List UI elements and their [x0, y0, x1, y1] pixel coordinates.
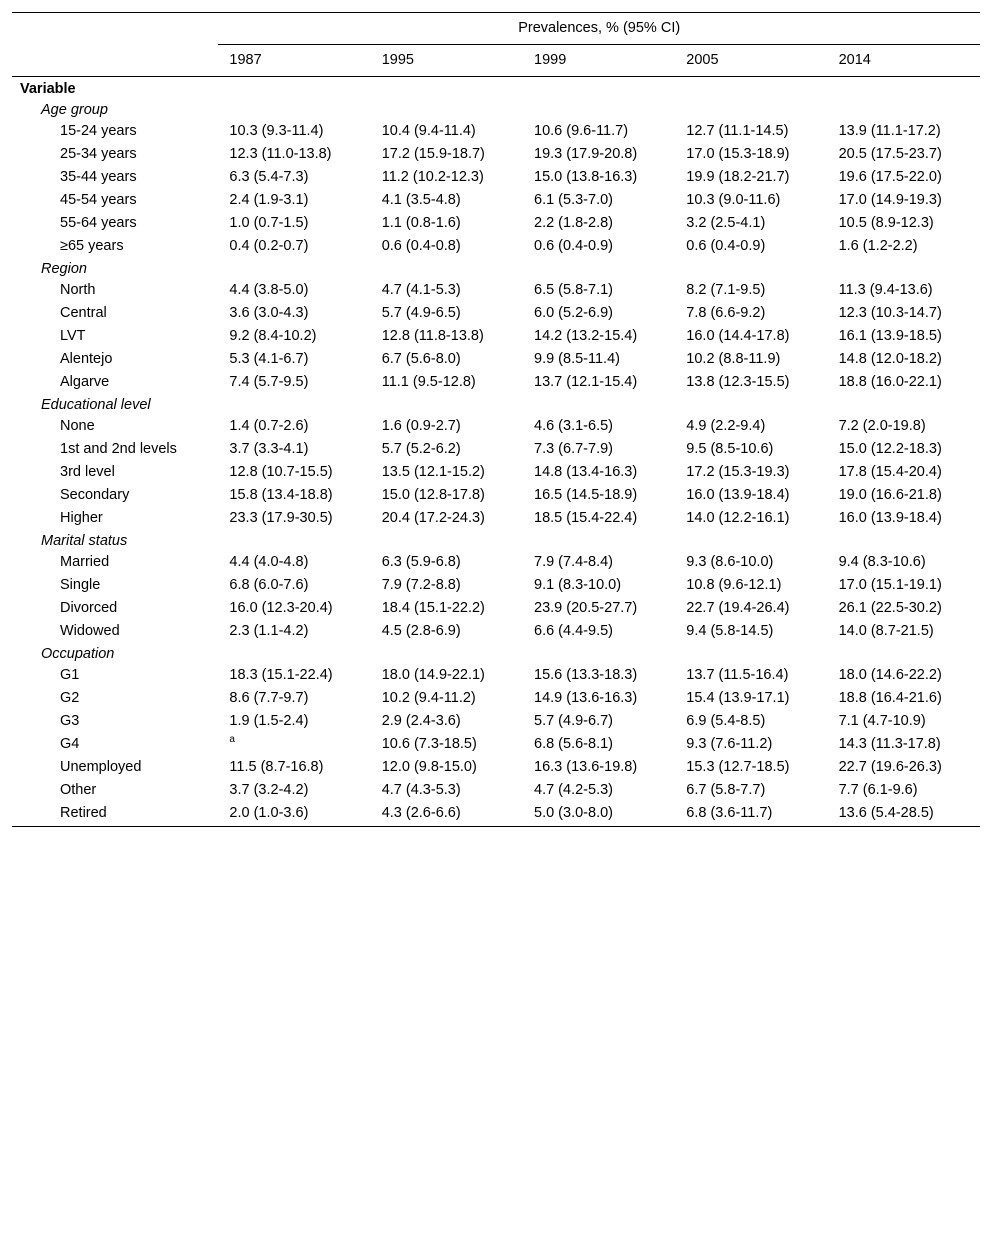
- table-cell: 3.6 (3.0-4.3): [229, 305, 309, 321]
- row-label: LVT: [60, 328, 86, 344]
- row-label: G3: [60, 713, 80, 729]
- row-label: 3rd level: [60, 464, 115, 480]
- table-cell: 6.3 (5.9-6.8): [381, 554, 461, 570]
- table-cell: 12.8 (11.8-13.8): [381, 328, 484, 344]
- row-label: 1st and 2nd levels: [60, 441, 177, 457]
- header-span-title: Prevalences, % (95% CI): [218, 13, 980, 45]
- table-row: [12, 190, 980, 213]
- year-header-1987: 1987: [218, 45, 370, 77]
- table-cell: 4.9 (2.2-9.4): [686, 418, 766, 434]
- group-row: [12, 531, 980, 552]
- table-cell: 22.7 (19.6-26.3): [838, 759, 942, 775]
- table-cell: 7.2 (2.0-19.8): [838, 418, 926, 434]
- table-row: [12, 213, 980, 236]
- table-cell: 13.6 (5.4-28.5): [828, 803, 980, 827]
- table-row: [12, 688, 980, 711]
- table-cell: 4.5 (2.8-6.9): [381, 623, 461, 639]
- row-label: Higher: [60, 510, 103, 526]
- table-cell: 12.7 (11.1-14.5): [686, 123, 789, 139]
- table-cell: 9.4 (5.8-14.5): [686, 623, 774, 639]
- group-row: [12, 100, 980, 121]
- table-row: [12, 508, 980, 531]
- table-cell: 14.0 (12.2-16.1): [686, 510, 790, 526]
- table-row: [12, 416, 980, 439]
- table-cell: 22.7 (19.4-26.4): [686, 600, 790, 616]
- table-cell: 18.0 (14.9-22.1): [381, 667, 485, 683]
- table-cell: 12.0 (9.8-15.0): [381, 759, 477, 775]
- table-cell: 10.2 (9.4-11.2): [381, 690, 476, 706]
- header-row-years: [12, 45, 980, 77]
- table-cell: 2.0 (1.0-3.6): [218, 803, 370, 827]
- header-row-span: [12, 13, 980, 45]
- table-cell: 6.0 (5.2-6.9): [534, 305, 613, 321]
- table-cell: 15.0 (12.2-18.3): [838, 441, 942, 457]
- table-row: [12, 552, 980, 575]
- table-cell: 6.9 (5.4-8.5): [686, 713, 766, 729]
- table-cell: 18.0 (14.6-22.2): [838, 667, 942, 683]
- variable-row: [12, 77, 980, 101]
- table-cell: 16.3 (13.6-19.8): [534, 759, 638, 775]
- table-cell: 9.1 (8.3-10.0): [534, 577, 622, 593]
- table-cell: 11.2 (10.2-12.3): [381, 169, 484, 185]
- table-cell: 19.0 (16.6-21.8): [838, 487, 942, 503]
- table-cell: 10.6 (7.3-18.5): [381, 736, 477, 752]
- group-label: Educational level: [41, 397, 151, 413]
- table-row: [12, 439, 980, 462]
- table-cell: 4.7 (4.1-5.3): [381, 282, 461, 298]
- table-cell: 8.6 (7.7-9.7): [229, 690, 309, 706]
- table-cell: 7.9 (7.2-8.8): [381, 577, 461, 593]
- table-cell: 0.4 (0.2-0.7): [229, 238, 309, 254]
- table-cell: 2.9 (2.4-3.6): [381, 713, 461, 729]
- table-cell: 16.1 (13.9-18.5): [838, 328, 942, 344]
- table-cell: 15.4 (13.9-17.1): [686, 690, 790, 706]
- row-label: Central: [60, 305, 107, 321]
- table-cell: 14.2 (13.2-15.4): [534, 328, 638, 344]
- prevalence-table: [12, 12, 980, 827]
- year-header-2014: 2014: [828, 45, 980, 77]
- table-cell: 2.2 (1.8-2.8): [534, 215, 613, 231]
- table-cell: 5.3 (4.1-6.7): [229, 351, 309, 367]
- table-cell: 9.5 (8.5-10.6): [686, 441, 774, 457]
- variable-label: Variable: [20, 81, 76, 97]
- table-row: [12, 303, 980, 326]
- table-cell: 0.6 (0.4-0.8): [381, 238, 461, 254]
- table-row: [12, 121, 980, 144]
- table-row: [12, 144, 980, 167]
- table-cell: 4.3 (2.6-6.6): [371, 803, 523, 827]
- group-row: [12, 395, 980, 416]
- year-header-1999: 1999: [523, 45, 675, 77]
- table-cell: 10.3 (9.0-11.6): [686, 192, 781, 208]
- table-cell: 4.4 (3.8-5.0): [229, 282, 309, 298]
- table-cell: 11.5 (8.7-16.8): [229, 759, 324, 775]
- table-cell: 7.8 (6.6-9.2): [686, 305, 766, 321]
- table-cell: 16.0 (13.9-18.4): [686, 487, 790, 503]
- table-row: [12, 485, 980, 508]
- table-cell: 13.8 (12.3-15.5): [686, 374, 790, 390]
- table-row: [12, 665, 980, 688]
- year-header-1995: 1995: [371, 45, 523, 77]
- table-cell: 9.2 (8.4-10.2): [229, 328, 317, 344]
- table-cell: 15.0 (13.8-16.3): [534, 169, 638, 185]
- table-cell: 14.9 (13.6-16.3): [534, 690, 638, 706]
- table-cell: 1.6 (1.2-2.2): [838, 238, 918, 254]
- table-cell: 16.0 (12.3-20.4): [229, 600, 333, 616]
- group-label: Occupation: [41, 646, 115, 662]
- table-cell: 9.4 (8.3-10.6): [838, 554, 926, 570]
- table-cell: 2.3 (1.1-4.2): [229, 623, 309, 639]
- row-label: 55-64 years: [60, 215, 137, 231]
- table-row: [12, 757, 980, 780]
- table-row: [12, 326, 980, 349]
- table-cell: 4.1 (3.5-4.8): [381, 192, 461, 208]
- row-label: 25-34 years: [60, 146, 137, 162]
- table-cell: 4.4 (4.0-4.8): [229, 554, 309, 570]
- table-cell: 1.0 (0.7-1.5): [229, 215, 309, 231]
- table-cell: 1.4 (0.7-2.6): [229, 418, 309, 434]
- table-cell: 5.7 (4.9-6.5): [381, 305, 461, 321]
- row-label: Unemployed: [60, 759, 142, 775]
- row-label: Widowed: [60, 623, 120, 639]
- table-cell: 9.3 (8.6-10.0): [686, 554, 774, 570]
- table-cell: 10.6 (9.6-11.7): [534, 123, 629, 139]
- table-cell: 13.9 (11.1-17.2): [838, 123, 941, 139]
- table-cell: 5.0 (3.0-8.0): [523, 803, 675, 827]
- table-cell: 7.3 (6.7-7.9): [534, 441, 613, 457]
- row-label: G4: [60, 736, 80, 752]
- table-body: [12, 77, 980, 827]
- table-cell: 3.7 (3.2-4.2): [229, 782, 309, 798]
- table-row: [12, 711, 980, 734]
- table-cell: 18.4 (15.1-22.2): [381, 600, 485, 616]
- table-cell: 13.5 (12.1-15.2): [381, 464, 485, 480]
- table-cell: 6.8 (5.6-8.1): [534, 736, 613, 752]
- row-label: Retired: [12, 803, 218, 827]
- row-label: Other: [60, 782, 97, 798]
- table-cell: 12.8 (10.7-15.5): [229, 464, 333, 480]
- prevalence-table-container: [12, 12, 980, 827]
- table-cell: 1.6 (0.9-2.7): [381, 418, 461, 434]
- table-row: [12, 734, 980, 757]
- table-cell: 4.7 (4.2-5.3): [534, 782, 613, 798]
- table-cell: 3.2 (2.5-4.1): [686, 215, 766, 231]
- table-cell: 5.7 (4.9-6.7): [534, 713, 613, 729]
- table-cell: 6.5 (5.8-7.1): [534, 282, 613, 298]
- table-cell: 26.1 (22.5-30.2): [838, 600, 942, 616]
- table-cell: 10.4 (9.4-11.4): [381, 123, 476, 139]
- table-cell: 17.0 (15.3-18.9): [686, 146, 790, 162]
- table-row: [12, 780, 980, 803]
- table-cell: 12.3 (10.3-14.7): [838, 305, 942, 321]
- row-label: Secondary: [60, 487, 130, 503]
- table-cell: 23.3 (17.9-30.5): [229, 510, 333, 526]
- table-cell: 15.0 (12.8-17.8): [381, 487, 485, 503]
- row-label: Alentejo: [60, 351, 113, 367]
- table-row: [12, 803, 980, 827]
- table-cell: 18.5 (15.4-22.4): [534, 510, 638, 526]
- table-cell: 14.0 (8.7-21.5): [838, 623, 934, 639]
- table-cell: 15.6 (13.3-18.3): [534, 667, 638, 683]
- table-cell: 1.1 (0.8-1.6): [381, 215, 461, 231]
- year-header-2005: 2005: [675, 45, 827, 77]
- table-cell: 17.2 (15.3-19.3): [686, 464, 790, 480]
- table-cell: 0.6 (0.4-0.9): [686, 238, 766, 254]
- table-cell: 10.8 (9.6-12.1): [686, 577, 782, 593]
- table-cell: 5.7 (5.2-6.2): [381, 441, 461, 457]
- table-cell: 12.3 (11.0-13.8): [229, 146, 332, 162]
- table-cell: 9.3 (7.6-11.2): [686, 736, 773, 752]
- row-label: G1: [60, 667, 80, 683]
- table-row: [12, 621, 980, 644]
- row-label: G2: [60, 690, 80, 706]
- table-cell: [218, 734, 370, 757]
- table-cell: 17.0 (15.1-19.1): [838, 577, 942, 593]
- row-label: Single: [60, 577, 101, 593]
- table-cell: 6.8 (6.0-7.6): [229, 577, 309, 593]
- table-cell: 16.0 (14.4-17.8): [686, 328, 790, 344]
- table-row: [12, 462, 980, 485]
- table-cell: 16.0 (13.9-18.4): [838, 510, 942, 526]
- group-label: Marital status: [41, 533, 128, 549]
- row-label: 35-44 years: [60, 169, 137, 185]
- header-empty-cell: [12, 13, 218, 45]
- table-cell: 2.4 (1.9-3.1): [229, 192, 309, 208]
- table-cell: 23.9 (20.5-27.7): [534, 600, 638, 616]
- table-cell: 10.3 (9.3-11.4): [229, 123, 324, 139]
- group-label: Region: [41, 261, 87, 277]
- table-cell: 11.3 (9.4-13.6): [838, 282, 933, 298]
- row-label: North: [60, 282, 96, 298]
- group-label: Age group: [41, 102, 108, 118]
- table-cell: 6.3 (5.4-7.3): [229, 169, 309, 185]
- table-cell: 6.6 (4.4-9.5): [534, 623, 613, 639]
- table-row: [12, 280, 980, 303]
- table-cell: 18.8 (16.4-21.6): [838, 690, 942, 706]
- table-cell: 19.3 (17.9-20.8): [534, 146, 638, 162]
- table-cell: 4.6 (3.1-6.5): [534, 418, 613, 434]
- table-cell: 13.7 (11.5-16.4): [686, 667, 789, 683]
- table-cell: 13.7 (12.1-15.4): [534, 374, 638, 390]
- table-cell: 10.5 (8.9-12.3): [838, 215, 934, 231]
- row-label: 45-54 years: [60, 192, 137, 208]
- row-label: Algarve: [60, 374, 110, 390]
- table-cell: 9.9 (8.5-11.4): [534, 351, 620, 367]
- table-cell: 7.9 (7.4-8.4): [534, 554, 613, 570]
- table-cell: 11.1 (9.5-12.8): [381, 374, 476, 390]
- table-row: [12, 167, 980, 190]
- table-row: [12, 236, 980, 259]
- table-cell: 17.8 (15.4-20.4): [838, 464, 942, 480]
- table-cell: 7.7 (6.1-9.6): [838, 782, 918, 798]
- row-label: Divorced: [60, 600, 118, 616]
- table-cell: 20.5 (17.5-23.7): [838, 146, 942, 162]
- table-row: [12, 598, 980, 621]
- table-cell: 1.9 (1.5-2.4): [229, 713, 309, 729]
- table-cell: 7.1 (4.7-10.9): [838, 713, 926, 729]
- table-cell: 3.7 (3.3-4.1): [229, 441, 309, 457]
- footnote-marker: a: [229, 734, 235, 746]
- table-cell: 10.2 (8.8-11.9): [686, 351, 781, 367]
- table-cell: 17.0 (14.9-19.3): [838, 192, 942, 208]
- table-cell: 19.6 (17.5-22.0): [838, 169, 942, 185]
- header-empty-cell: [12, 45, 218, 77]
- table-cell: 15.8 (13.4-18.8): [229, 487, 333, 503]
- table-row: [12, 575, 980, 598]
- table-cell: 6.1 (5.3-7.0): [534, 192, 613, 208]
- row-label: Married: [60, 554, 110, 570]
- row-label: ≥65 years: [60, 238, 124, 254]
- table-cell: 14.8 (12.0-18.2): [838, 351, 942, 367]
- table-cell: 20.4 (17.2-24.3): [381, 510, 485, 526]
- table-cell: 18.3 (15.1-22.4): [229, 667, 333, 683]
- table-cell: 15.3 (12.7-18.5): [686, 759, 790, 775]
- table-cell: 17.2 (15.9-18.7): [381, 146, 485, 162]
- group-row: [12, 644, 980, 665]
- table-cell: 0.6 (0.4-0.9): [534, 238, 613, 254]
- table-cell: 8.2 (7.1-9.5): [686, 282, 766, 298]
- table-cell: 6.8 (3.6-11.7): [675, 803, 827, 827]
- row-label: None: [60, 418, 95, 434]
- table-cell: 14.8 (13.4-16.3): [534, 464, 638, 480]
- table-row: [12, 372, 980, 395]
- row-label: 15-24 years: [60, 123, 137, 139]
- table-cell: 7.4 (5.7-9.5): [229, 374, 309, 390]
- table-cell: 6.7 (5.8-7.7): [686, 782, 766, 798]
- table-cell: 19.9 (18.2-21.7): [686, 169, 790, 185]
- table-cell: 16.5 (14.5-18.9): [534, 487, 638, 503]
- table-cell: 4.7 (4.3-5.3): [381, 782, 461, 798]
- table-cell: 18.8 (16.0-22.1): [838, 374, 942, 390]
- table-row: [12, 349, 980, 372]
- table-cell: 6.7 (5.6-8.0): [381, 351, 461, 367]
- table-cell: 14.3 (11.3-17.8): [838, 736, 941, 752]
- group-row: [12, 259, 980, 280]
